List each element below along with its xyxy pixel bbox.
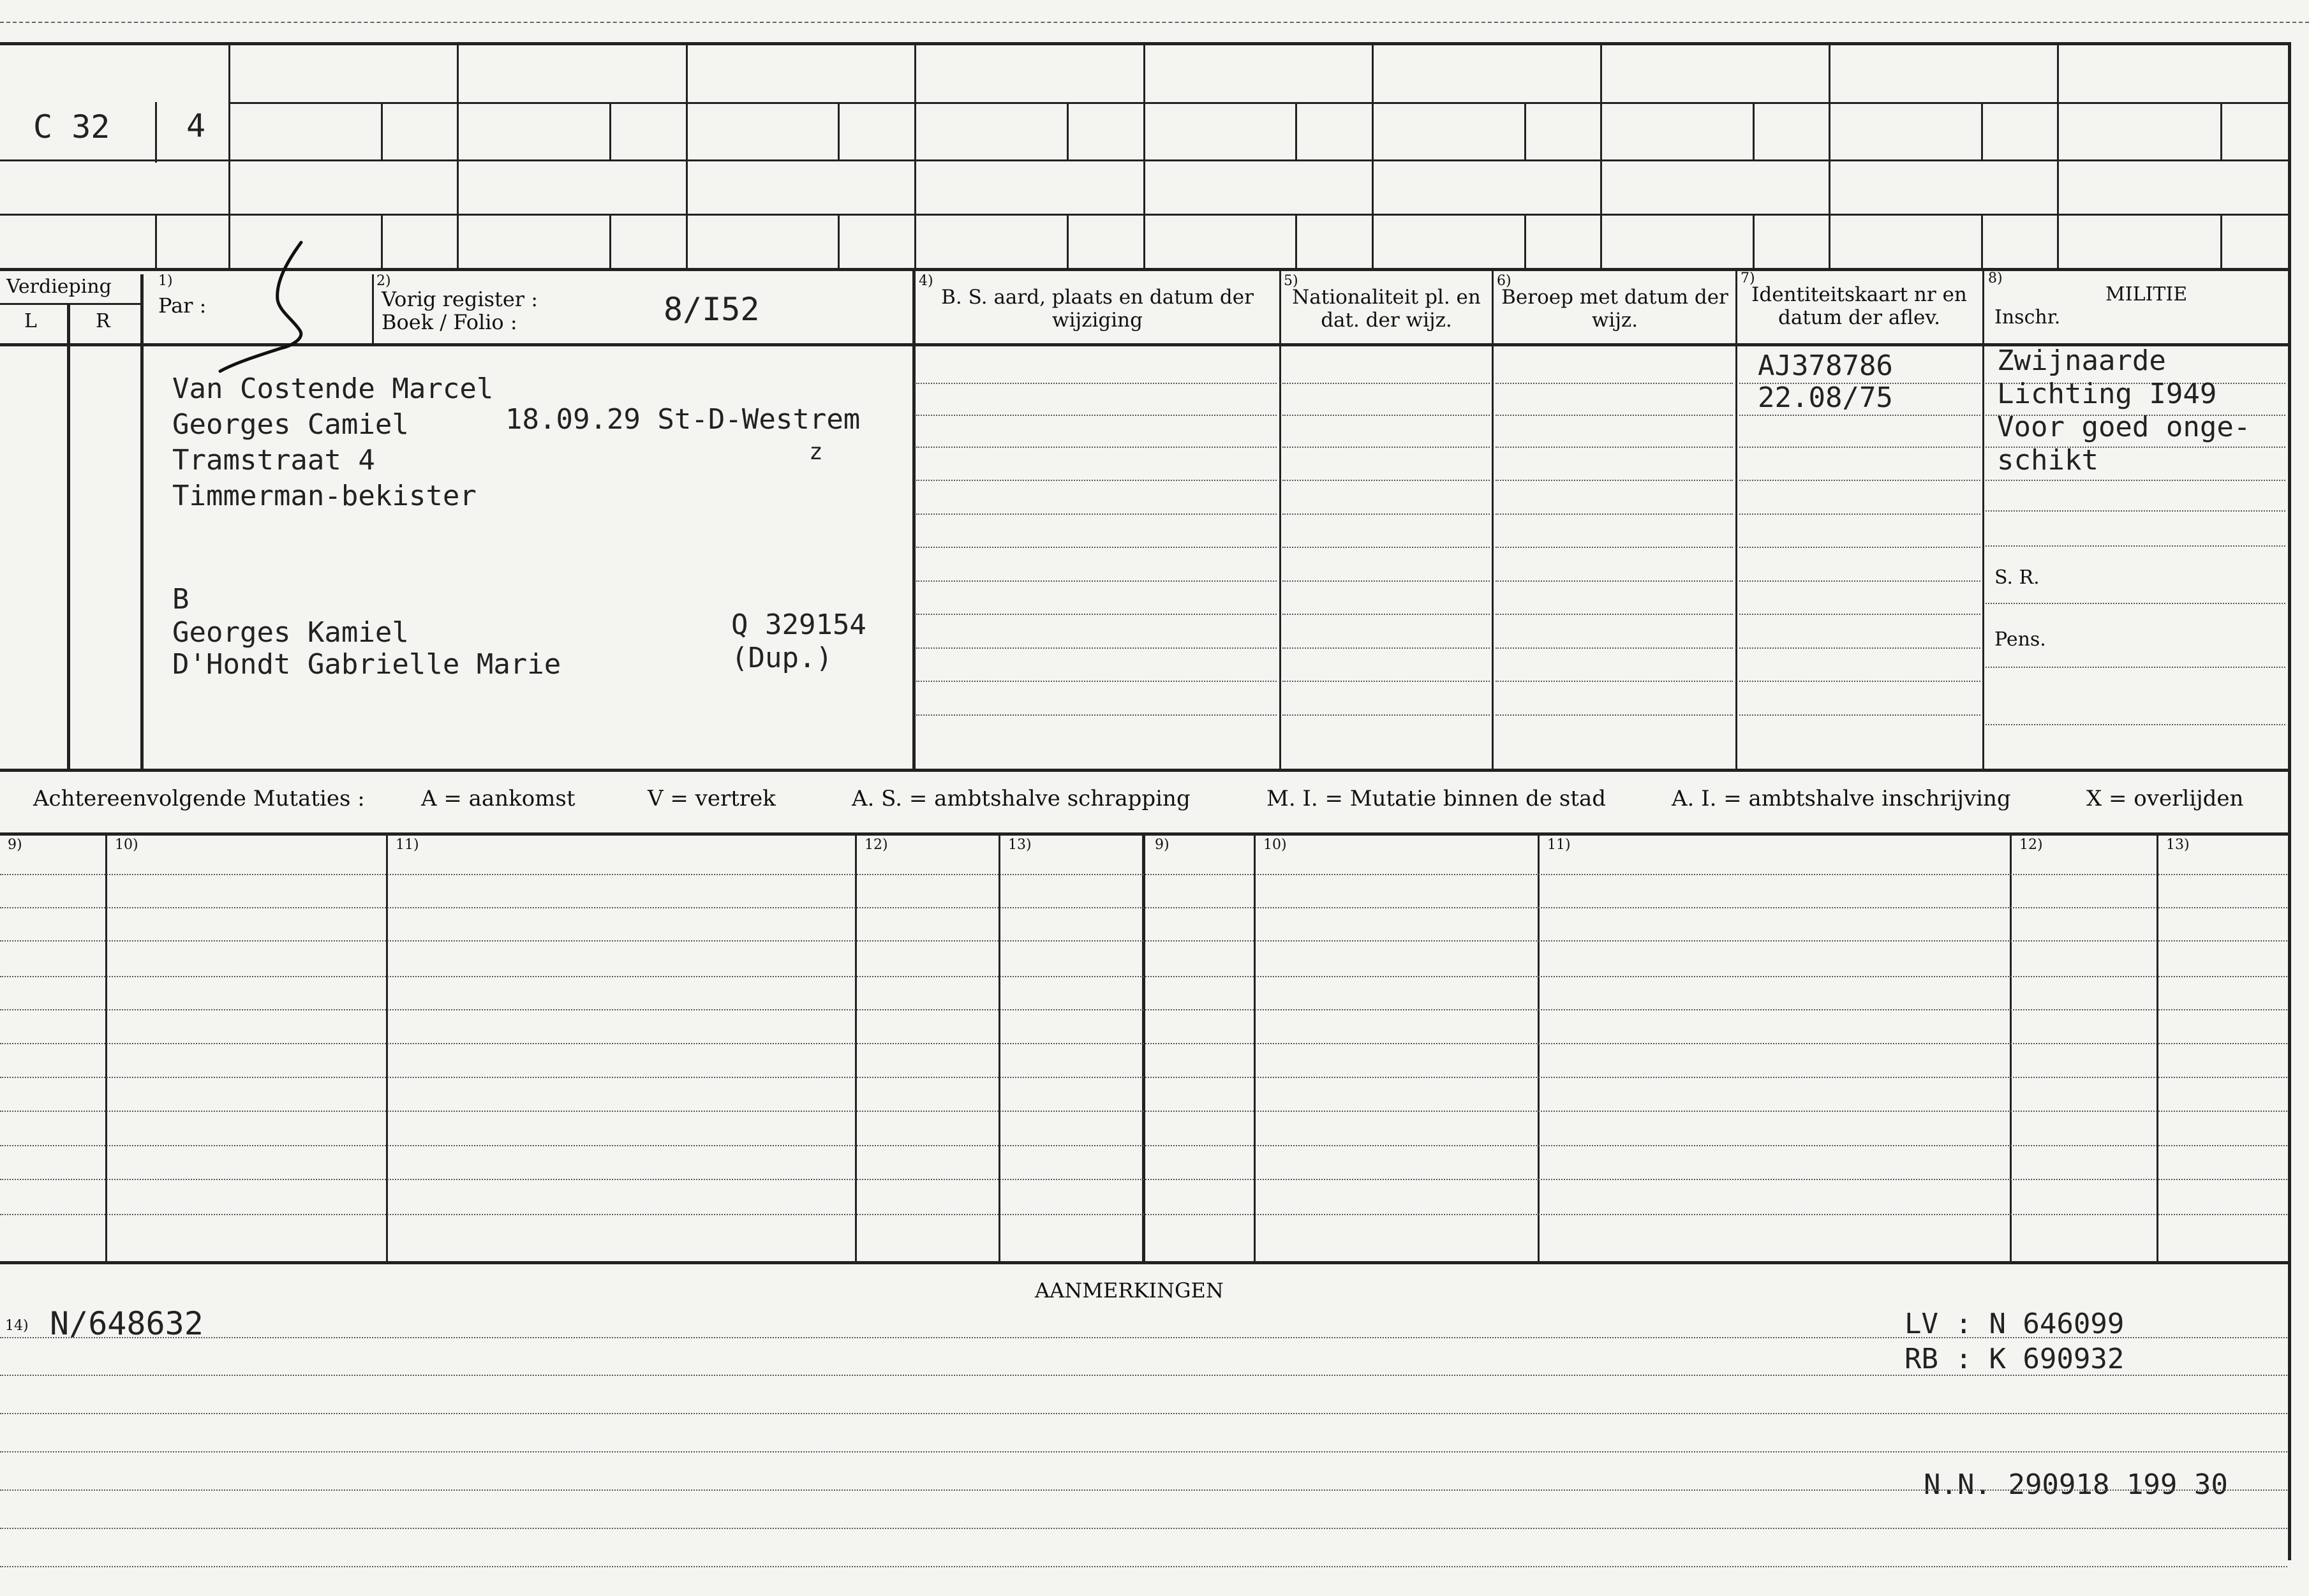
grid-line [1981,214,1983,268]
par-number: 1) [158,273,173,289]
top-edge [0,22,2309,23]
grid-line [686,42,688,268]
mutatie-ai: A. I. = ambtshalve inschrijving [1672,786,2011,811]
grid-line [1067,214,1069,268]
grid-line [0,303,142,305]
person-name-line2: Georges Camiel [172,408,409,441]
col7-header: Identiteitskaart nr en datum der aflev. [1751,283,1967,329]
grid-line [838,214,840,268]
militie-line3: Voor goed onge- [1997,411,2251,443]
mut-col-label: 11) [396,837,419,853]
grid-line [381,102,383,159]
grid-line [457,42,459,268]
boek-folio-label: Boek / Folio : [382,310,517,334]
grid-line [999,832,1000,1261]
grid-line [1753,102,1755,159]
mut-col-label: 13) [2166,837,2190,853]
grid-line [1295,102,1297,159]
grid-line [155,102,157,163]
mut-col-label: 10) [115,837,138,853]
grid-line [1254,832,1256,1261]
grid-line [105,832,107,1261]
grid-line [1143,42,1145,268]
militie-line4: schikt [1997,444,2098,477]
person-occupation: Timmerman-bekister [172,480,477,512]
verdieping-label: Verdieping [6,276,112,298]
grid-line [228,42,230,268]
grid-line [838,102,840,159]
grid-line [2057,42,2059,268]
mutatie-mi: M. I. = Mutatie binnen de stad [1266,786,1606,811]
card-number: 4 [186,107,206,144]
aanmerkingen-ref: N/648632 [50,1305,204,1342]
aanmerkingen-title: AANMERKINGEN [1035,1278,1224,1303]
grid-line [1142,832,1145,1261]
grid-line [2010,832,2012,1261]
rb-number: RB : K 690932 [1904,1343,2125,1375]
grid-line [1524,214,1526,268]
col4-header: B. S. aard, plaats en datum der wijziging [941,286,1254,332]
mut-col-label: 12) [2019,837,2043,853]
grid-line [609,214,611,268]
grid-line [0,832,2290,836]
mut-col-label: 9) [1155,837,1169,853]
grid-line [855,832,857,1261]
col7-number: 7) [1741,270,1755,286]
grid-line [0,159,2290,161]
militie-header: MILITIE [2105,283,2188,306]
grid-line [67,303,70,770]
col6-header: Beroep met datum der wijz. [1501,286,1728,332]
sr-label: S. R. [1994,566,2040,589]
grid-line [155,214,157,268]
mutatie-as: A. S. = ambtshalve schrapping [852,786,1191,811]
person-address: Tramstraat 4 [172,444,375,477]
grid-line [140,274,144,770]
grid-line [1067,102,1069,159]
grid-line [0,1261,2290,1264]
vorig-register-value: 8/I52 [664,291,760,328]
grid-line [0,42,2290,45]
grid-line [1982,271,1984,770]
grid-line [2220,214,2222,268]
mut-col-label: 9) [8,837,22,853]
grid-line [0,268,2290,271]
section-b: B [172,583,189,616]
aanmerkingen-number: 14) [5,1318,29,1334]
vorig-number: 2) [376,273,391,289]
mut-col-label: 13) [1008,837,1032,853]
col4-number: 4) [919,273,933,289]
col8-number: 8) [1988,270,2003,286]
grid-line [912,271,916,770]
identity-card-date: 22.08/75 [1758,381,1893,414]
verdieping-r-label: R [96,310,110,332]
person-birth: 18.09.29 St-D-Westrem [505,403,861,436]
pens-label: Pens. [1994,628,2046,651]
grid-line [372,274,374,343]
grid-line [1735,271,1737,770]
mutatie-a: A = aankomst [421,786,575,811]
col6-number: 6) [1497,273,1511,289]
grid-line [1492,271,1494,770]
inschr-label: Inschr. [1994,306,2061,329]
mutaties-title: Achtereenvolgende Mutaties : [33,786,365,811]
mut-col-label: 10) [1263,837,1287,853]
grid-line [0,214,2290,216]
verdieping-l-label: L [24,310,37,332]
militie-line1: Zwijnaarde [1997,344,2166,377]
grid-line [0,769,2290,772]
right-border [2288,42,2291,1560]
signature-mark [217,236,325,376]
grid-line [1829,42,1830,268]
identity-card-number: AJ378786 [1758,350,1893,382]
grid-line [609,102,611,159]
grid-line [0,343,2290,346]
grid-line [386,832,388,1261]
grid-line [1600,42,1602,268]
par-label: Par : [158,293,207,318]
mark-z: z [809,439,823,465]
mut-col-label: 11) [1547,837,1571,853]
lv-number: LV : N 646099 [1904,1308,2125,1340]
grid-line [1538,832,1540,1261]
grid-line [1753,214,1755,268]
grid-line [1981,102,1983,159]
nn-number: N.N. 290918 199 30 [1924,1468,2228,1501]
vorig-register-label: Vorig register : [382,287,538,311]
b-duplicate: (Dup.) [731,642,833,674]
col5-header: Nationaliteit pl. en dat. der wijz. [1292,286,1481,332]
grid-line [1295,214,1297,268]
grid-line [914,42,916,268]
militie-line2: Lichting I949 [1997,378,2217,410]
grid-line [2157,832,2158,1261]
grid-line [2220,102,2222,159]
b-line1: Georges Kamiel [172,616,409,649]
grid-line [1372,42,1374,268]
card-code: C 32 [33,108,110,145]
mutatie-v: V = vertrek [648,786,776,811]
mut-col-label: 12) [865,837,888,853]
b-line2: D'Hondt Gabrielle Marie [172,648,561,681]
col5-number: 5) [1284,273,1298,289]
person-name-line1: Van Costende Marcel [172,373,494,405]
grid-line [381,214,383,268]
grid-line [1279,271,1281,770]
mutatie-x: X = overlijden [2086,786,2244,811]
b-reference: Q 329154 [731,609,866,641]
grid-line [1524,102,1526,159]
